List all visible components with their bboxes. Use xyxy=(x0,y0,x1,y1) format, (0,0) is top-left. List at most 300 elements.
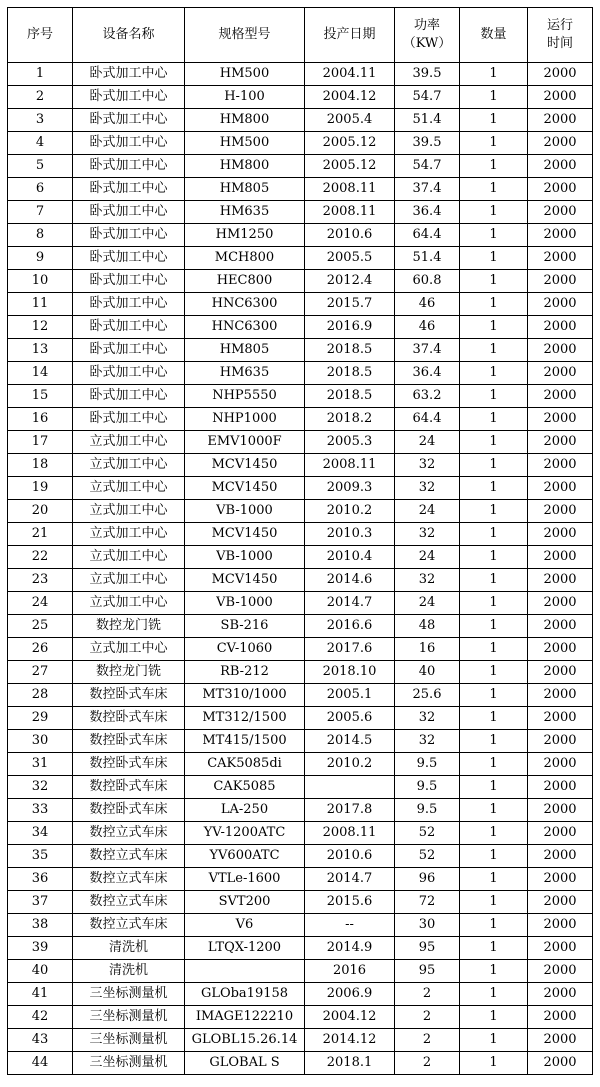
cell-index: 41 xyxy=(8,983,73,1006)
cell-power: 64.4 xyxy=(395,224,460,247)
cell-index: 3 xyxy=(8,109,73,132)
cell-qty: 1 xyxy=(460,339,528,362)
table-row xyxy=(8,684,593,707)
table-row xyxy=(8,523,593,546)
equipment-table xyxy=(7,7,593,1075)
cell-runtime: 2000 xyxy=(528,316,593,339)
table-row xyxy=(8,477,593,500)
cell-power: 9.5 xyxy=(395,753,460,776)
cell-model: MCV1450 xyxy=(185,523,305,546)
table-row xyxy=(8,1052,593,1075)
table-row xyxy=(8,86,593,109)
cell-model: VTLe-1600 xyxy=(185,868,305,891)
cell-power: 39.5 xyxy=(395,63,460,86)
cell-power: 95 xyxy=(395,960,460,983)
cell-qty: 1 xyxy=(460,500,528,523)
table-row xyxy=(8,546,593,569)
cell-name: 数控卧式车床 xyxy=(73,776,185,799)
cell-power: 32 xyxy=(395,523,460,546)
cell-index: 10 xyxy=(8,270,73,293)
cell-model: NHP5550 xyxy=(185,385,305,408)
cell-date: 2005.5 xyxy=(305,247,395,270)
cell-index: 1 xyxy=(8,63,73,86)
table-row xyxy=(8,1029,593,1052)
table-row xyxy=(8,730,593,753)
cell-runtime: 2000 xyxy=(528,247,593,270)
cell-runtime: 2000 xyxy=(528,293,593,316)
cell-qty: 1 xyxy=(460,385,528,408)
cell-qty: 1 xyxy=(460,891,528,914)
cell-date: 2012.4 xyxy=(305,270,395,293)
cell-runtime: 2000 xyxy=(528,155,593,178)
cell-index: 21 xyxy=(8,523,73,546)
table-row xyxy=(8,891,593,914)
table-row xyxy=(8,316,593,339)
cell-index: 26 xyxy=(8,638,73,661)
header-date: 投产日期 xyxy=(305,8,395,63)
cell-name: 卧式加工中心 xyxy=(73,247,185,270)
table-row xyxy=(8,707,593,730)
table-row xyxy=(8,132,593,155)
cell-index: 34 xyxy=(8,822,73,845)
cell-date: 2018.5 xyxy=(305,385,395,408)
cell-index: 23 xyxy=(8,569,73,592)
cell-model: MCV1450 xyxy=(185,454,305,477)
cell-qty: 1 xyxy=(460,431,528,454)
cell-runtime: 2000 xyxy=(528,523,593,546)
cell-model: LTQX-1200 xyxy=(185,937,305,960)
cell-qty: 1 xyxy=(460,546,528,569)
cell-qty: 1 xyxy=(460,937,528,960)
cell-runtime: 2000 xyxy=(528,868,593,891)
cell-power: 52 xyxy=(395,845,460,868)
cell-name: 立式加工中心 xyxy=(73,454,185,477)
cell-date: 2004.11 xyxy=(305,63,395,86)
cell-power: 25.6 xyxy=(395,684,460,707)
cell-power: 32 xyxy=(395,569,460,592)
cell-qty: 1 xyxy=(460,247,528,270)
cell-power: 37.4 xyxy=(395,178,460,201)
cell-index: 36 xyxy=(8,868,73,891)
cell-model: HM800 xyxy=(185,109,305,132)
cell-name: 卧式加工中心 xyxy=(73,408,185,431)
cell-runtime: 2000 xyxy=(528,592,593,615)
cell-index: 14 xyxy=(8,362,73,385)
cell-runtime: 2000 xyxy=(528,983,593,1006)
cell-qty: 1 xyxy=(460,799,528,822)
cell-model: GLOBL15.26.14 xyxy=(185,1029,305,1052)
cell-index: 30 xyxy=(8,730,73,753)
cell-qty: 1 xyxy=(460,684,528,707)
cell-name: 数控立式车床 xyxy=(73,868,185,891)
cell-index: 16 xyxy=(8,408,73,431)
cell-runtime: 2000 xyxy=(528,960,593,983)
cell-date: 2010.4 xyxy=(305,546,395,569)
cell-power: 2 xyxy=(395,1029,460,1052)
cell-runtime: 2000 xyxy=(528,684,593,707)
cell-power: 2 xyxy=(395,1052,460,1075)
cell-qty: 1 xyxy=(460,592,528,615)
table-row xyxy=(8,109,593,132)
cell-power: 52 xyxy=(395,822,460,845)
table-row xyxy=(8,454,593,477)
cell-index: 13 xyxy=(8,339,73,362)
cell-name: 三坐标测量机 xyxy=(73,983,185,1006)
cell-name: 数控立式车床 xyxy=(73,822,185,845)
table-body xyxy=(8,63,593,1075)
header-runtime-line1: 运行 xyxy=(546,18,573,33)
cell-qty: 1 xyxy=(460,270,528,293)
cell-index: 24 xyxy=(8,592,73,615)
cell-model: MT310/1000 xyxy=(185,684,305,707)
cell-runtime: 2000 xyxy=(528,569,593,592)
cell-power: 37.4 xyxy=(395,339,460,362)
table-row xyxy=(8,868,593,891)
cell-date: 2014.9 xyxy=(305,937,395,960)
cell-index: 25 xyxy=(8,615,73,638)
cell-runtime: 2000 xyxy=(528,891,593,914)
cell-index: 18 xyxy=(8,454,73,477)
cell-name: 三坐标测量机 xyxy=(73,1029,185,1052)
cell-model: GLOba19158 xyxy=(185,983,305,1006)
cell-power: 63.2 xyxy=(395,385,460,408)
cell-model: CAK5085 xyxy=(185,776,305,799)
table-row xyxy=(8,339,593,362)
cell-name: 立式加工中心 xyxy=(73,500,185,523)
cell-index: 29 xyxy=(8,707,73,730)
cell-name: 立式加工中心 xyxy=(73,592,185,615)
cell-runtime: 2000 xyxy=(528,845,593,868)
cell-model: HM1250 xyxy=(185,224,305,247)
cell-power: 39.5 xyxy=(395,132,460,155)
cell-date: 2015.6 xyxy=(305,891,395,914)
table-row xyxy=(8,799,593,822)
cell-date: 2005.12 xyxy=(305,155,395,178)
cell-name: 数控龙门铣 xyxy=(73,615,185,638)
cell-index: 8 xyxy=(8,224,73,247)
cell-model: V6 xyxy=(185,914,305,937)
cell-model: HEC800 xyxy=(185,270,305,293)
cell-qty: 1 xyxy=(460,155,528,178)
cell-date: 2005.3 xyxy=(305,431,395,454)
cell-date: 2005.6 xyxy=(305,707,395,730)
table-row xyxy=(8,178,593,201)
cell-runtime: 2000 xyxy=(528,224,593,247)
cell-qty: 1 xyxy=(460,293,528,316)
header-name: 设备名称 xyxy=(73,8,185,63)
table-row xyxy=(8,431,593,454)
cell-index: 2 xyxy=(8,86,73,109)
cell-power: 30 xyxy=(395,914,460,937)
cell-power: 2 xyxy=(395,983,460,1006)
cell-name: 数控卧式车床 xyxy=(73,799,185,822)
cell-qty: 1 xyxy=(460,960,528,983)
cell-model: HNC6300 xyxy=(185,316,305,339)
cell-qty: 1 xyxy=(460,868,528,891)
cell-power: 24 xyxy=(395,431,460,454)
cell-name: 立式加工中心 xyxy=(73,523,185,546)
cell-qty: 1 xyxy=(460,822,528,845)
header-power xyxy=(395,8,460,63)
table-row xyxy=(8,983,593,1006)
cell-qty: 1 xyxy=(460,408,528,431)
cell-date: 2017.6 xyxy=(305,638,395,661)
cell-model: VB-1000 xyxy=(185,500,305,523)
cell-power: 64.4 xyxy=(395,408,460,431)
cell-qty: 1 xyxy=(460,132,528,155)
cell-name: 清洗机 xyxy=(73,937,185,960)
cell-power: 24 xyxy=(395,546,460,569)
cell-date: 2010.3 xyxy=(305,523,395,546)
cell-runtime: 2000 xyxy=(528,937,593,960)
cell-index: 31 xyxy=(8,753,73,776)
cell-date: 2016.6 xyxy=(305,615,395,638)
table-row xyxy=(8,937,593,960)
cell-power: 48 xyxy=(395,615,460,638)
cell-date: 2015.7 xyxy=(305,293,395,316)
table-row xyxy=(8,914,593,937)
cell-qty: 1 xyxy=(460,86,528,109)
cell-qty: 1 xyxy=(460,776,528,799)
cell-qty: 1 xyxy=(460,983,528,1006)
cell-power: 46 xyxy=(395,316,460,339)
cell-runtime: 2000 xyxy=(528,431,593,454)
cell-name: 三坐标测量机 xyxy=(73,1052,185,1075)
cell-model: HM805 xyxy=(185,339,305,362)
cell-qty: 1 xyxy=(460,523,528,546)
cell-qty: 1 xyxy=(460,201,528,224)
cell-power: 9.5 xyxy=(395,799,460,822)
cell-name: 数控龙门铣 xyxy=(73,661,185,684)
cell-power: 24 xyxy=(395,500,460,523)
cell-model: RB-212 xyxy=(185,661,305,684)
cell-name: 卧式加工中心 xyxy=(73,86,185,109)
cell-model: MT415/1500 xyxy=(185,730,305,753)
header-index: 序号 xyxy=(8,8,73,63)
cell-name: 卧式加工中心 xyxy=(73,178,185,201)
cell-date: 2010.6 xyxy=(305,845,395,868)
cell-index: 38 xyxy=(8,914,73,937)
cell-date: -- xyxy=(305,914,395,937)
cell-index: 12 xyxy=(8,316,73,339)
cell-index: 5 xyxy=(8,155,73,178)
cell-date: 2005.4 xyxy=(305,109,395,132)
cell-qty: 1 xyxy=(460,661,528,684)
cell-date: 2010.2 xyxy=(305,500,395,523)
cell-runtime: 2000 xyxy=(528,132,593,155)
cell-runtime: 2000 xyxy=(528,1052,593,1075)
table-row xyxy=(8,224,593,247)
cell-power: 40 xyxy=(395,661,460,684)
cell-index: 17 xyxy=(8,431,73,454)
cell-runtime: 2000 xyxy=(528,914,593,937)
cell-model: YV-1200ATC xyxy=(185,822,305,845)
cell-index: 32 xyxy=(8,776,73,799)
cell-date: 2018.5 xyxy=(305,339,395,362)
cell-runtime: 2000 xyxy=(528,638,593,661)
cell-index: 9 xyxy=(8,247,73,270)
cell-power: 54.7 xyxy=(395,86,460,109)
cell-date: 2005.12 xyxy=(305,132,395,155)
cell-name: 数控立式车床 xyxy=(73,914,185,937)
table-header xyxy=(8,8,593,63)
cell-qty: 1 xyxy=(460,914,528,937)
cell-date: 2004.12 xyxy=(305,86,395,109)
cell-power: 95 xyxy=(395,937,460,960)
cell-qty: 1 xyxy=(460,477,528,500)
cell-date: 2014.7 xyxy=(305,592,395,615)
cell-power: 2 xyxy=(395,1006,460,1029)
cell-date: 2014.5 xyxy=(305,730,395,753)
cell-power: 32 xyxy=(395,477,460,500)
cell-runtime: 2000 xyxy=(528,615,593,638)
cell-name: 卧式加工中心 xyxy=(73,339,185,362)
cell-model: MCV1450 xyxy=(185,569,305,592)
cell-runtime: 2000 xyxy=(528,86,593,109)
cell-name: 立式加工中心 xyxy=(73,546,185,569)
cell-date: 2008.11 xyxy=(305,178,395,201)
cell-index: 6 xyxy=(8,178,73,201)
cell-power: 51.4 xyxy=(395,247,460,270)
cell-qty: 1 xyxy=(460,178,528,201)
cell-runtime: 2000 xyxy=(528,730,593,753)
cell-qty: 1 xyxy=(460,569,528,592)
cell-name: 卧式加工中心 xyxy=(73,109,185,132)
cell-model: HM635 xyxy=(185,201,305,224)
cell-power: 51.4 xyxy=(395,109,460,132)
cell-runtime: 2000 xyxy=(528,408,593,431)
cell-index: 28 xyxy=(8,684,73,707)
cell-name: 立式加工中心 xyxy=(73,569,185,592)
header-model: 规格型号 xyxy=(185,8,305,63)
table-row xyxy=(8,753,593,776)
cell-power: 72 xyxy=(395,891,460,914)
cell-date: 2018.2 xyxy=(305,408,395,431)
cell-model: HM800 xyxy=(185,155,305,178)
table-row xyxy=(8,776,593,799)
cell-qty: 1 xyxy=(460,1029,528,1052)
cell-name: 卧式加工中心 xyxy=(73,132,185,155)
cell-qty: 1 xyxy=(460,454,528,477)
table-row xyxy=(8,845,593,868)
cell-qty: 1 xyxy=(460,1006,528,1029)
cell-runtime: 2000 xyxy=(528,477,593,500)
cell-model: CAK5085di xyxy=(185,753,305,776)
cell-name: 卧式加工中心 xyxy=(73,201,185,224)
cell-model: IMAGE122210 xyxy=(185,1006,305,1029)
cell-model: YV600ATC xyxy=(185,845,305,868)
cell-runtime: 2000 xyxy=(528,776,593,799)
header-runtime-line2: 时间 xyxy=(546,36,573,51)
cell-date: 2010.2 xyxy=(305,753,395,776)
cell-name: 数控卧式车床 xyxy=(73,730,185,753)
cell-power: 96 xyxy=(395,868,460,891)
cell-date xyxy=(305,776,395,799)
table-row xyxy=(8,822,593,845)
cell-index: 27 xyxy=(8,661,73,684)
cell-name: 卧式加工中心 xyxy=(73,293,185,316)
header-row xyxy=(8,8,593,63)
cell-model: HM805 xyxy=(185,178,305,201)
cell-model: VB-1000 xyxy=(185,546,305,569)
cell-model: HM635 xyxy=(185,362,305,385)
cell-qty: 1 xyxy=(460,1052,528,1075)
table-row xyxy=(8,592,593,615)
cell-name: 立式加工中心 xyxy=(73,638,185,661)
cell-runtime: 2000 xyxy=(528,63,593,86)
cell-model: GLOBAL S xyxy=(185,1052,305,1075)
cell-date: 2014.6 xyxy=(305,569,395,592)
cell-index: 11 xyxy=(8,293,73,316)
cell-model: MT312/1500 xyxy=(185,707,305,730)
cell-index: 35 xyxy=(8,845,73,868)
table-row xyxy=(8,270,593,293)
cell-qty: 1 xyxy=(460,753,528,776)
cell-date: 2009.3 xyxy=(305,477,395,500)
cell-name: 卧式加工中心 xyxy=(73,155,185,178)
cell-name: 数控立式车床 xyxy=(73,891,185,914)
table-row xyxy=(8,661,593,684)
table-row xyxy=(8,615,593,638)
cell-runtime: 2000 xyxy=(528,385,593,408)
cell-index: 42 xyxy=(8,1006,73,1029)
cell-name: 卧式加工中心 xyxy=(73,63,185,86)
table-row xyxy=(8,960,593,983)
cell-power: 16 xyxy=(395,638,460,661)
cell-index: 20 xyxy=(8,500,73,523)
cell-qty: 1 xyxy=(460,63,528,86)
cell-index: 15 xyxy=(8,385,73,408)
header-power-line2: （KW） xyxy=(402,36,452,51)
cell-model: NHP1000 xyxy=(185,408,305,431)
cell-index: 37 xyxy=(8,891,73,914)
cell-date: 2008.11 xyxy=(305,822,395,845)
cell-date: 2016 xyxy=(305,960,395,983)
table-row xyxy=(8,1006,593,1029)
cell-runtime: 2000 xyxy=(528,799,593,822)
cell-qty: 1 xyxy=(460,109,528,132)
cell-runtime: 2000 xyxy=(528,500,593,523)
header-runtime xyxy=(528,8,593,63)
cell-date: 2005.1 xyxy=(305,684,395,707)
cell-index: 40 xyxy=(8,960,73,983)
cell-index: 43 xyxy=(8,1029,73,1052)
cell-index: 19 xyxy=(8,477,73,500)
cell-model: EMV1000F xyxy=(185,431,305,454)
cell-power: 32 xyxy=(395,730,460,753)
cell-date: 2014.7 xyxy=(305,868,395,891)
table-row xyxy=(8,155,593,178)
cell-power: 60.8 xyxy=(395,270,460,293)
cell-qty: 1 xyxy=(460,845,528,868)
table-row xyxy=(8,408,593,431)
cell-runtime: 2000 xyxy=(528,339,593,362)
cell-date: 2008.11 xyxy=(305,454,395,477)
cell-name: 数控卧式车床 xyxy=(73,684,185,707)
cell-model: MCH800 xyxy=(185,247,305,270)
header-power-line1: 功率 xyxy=(413,18,440,33)
table-row xyxy=(8,638,593,661)
cell-qty: 1 xyxy=(460,224,528,247)
cell-power: 32 xyxy=(395,707,460,730)
cell-power: 9.5 xyxy=(395,776,460,799)
cell-date: 2008.11 xyxy=(305,201,395,224)
cell-runtime: 2000 xyxy=(528,822,593,845)
table-row xyxy=(8,500,593,523)
cell-name: 卧式加工中心 xyxy=(73,362,185,385)
cell-name: 数控卧式车床 xyxy=(73,753,185,776)
cell-date: 2006.9 xyxy=(305,983,395,1006)
